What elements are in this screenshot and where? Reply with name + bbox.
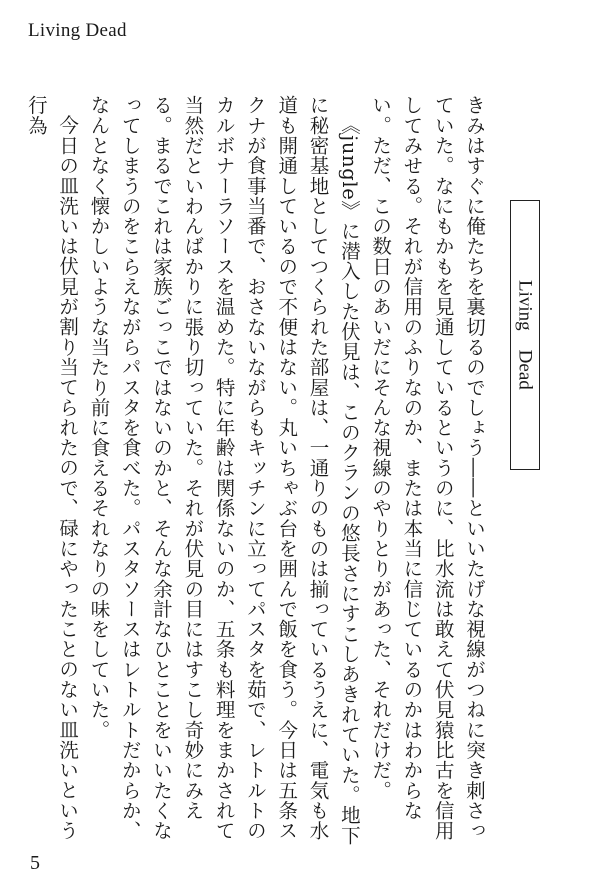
running-header-title: Living Dead <box>28 20 127 41</box>
vertical-body-text <box>24 95 490 850</box>
paragraph: きみはすぐに俺たちを裏切るのでしょう――といいたげな視線がつねに突き刺さっていた。なにもかもを見通しているというのに、比水流は敢えて伏見猿比古を信用してみせる。それが信用のふりなのか、または本当に信じているのかはわからない。ただ、この数日のあいだにそんな視線のやりとりがあった、それだけだ。 <box>369 95 486 841</box>
page-number: 5 <box>30 852 40 874</box>
paragraph: 今日の皿洗いは伏見が割り当てられたので、碌にやったことのない皿洗いという行為 <box>24 95 80 840</box>
chapter-title-box <box>510 200 540 470</box>
chapter-title: Living Dead <box>514 280 536 390</box>
paragraph: 《jungle》に潜入した伏見は、このクランの悠長さにすこしあきれていた。地下に秘密基地としてつくられた部屋は、一通りのものは揃っているうえに、電気も水道も開通しているので不便はない。丸いちゃぶ台を囲んで飯を食う。今日は五条スクナが食事当番で、おさないながらもキッチンに立ってパスタを茹で、レトルトのカルボナーラソースを温めた。特に年齢は関係ないのか、五条も料理をまかされて当然だといわんばかりに張り切っていた。それが伏見の目にはすこし奇妙にみえる。まるでこれは家族ごっこではないのかと、そんな余計なひとことをいいたくなってしまうのをこらえながらパスタを食べた。パスタソースはレトルトだからか、なんとなく懐かしいような当たり前に食えるそれなりの味をしていた。 <box>87 95 361 845</box>
